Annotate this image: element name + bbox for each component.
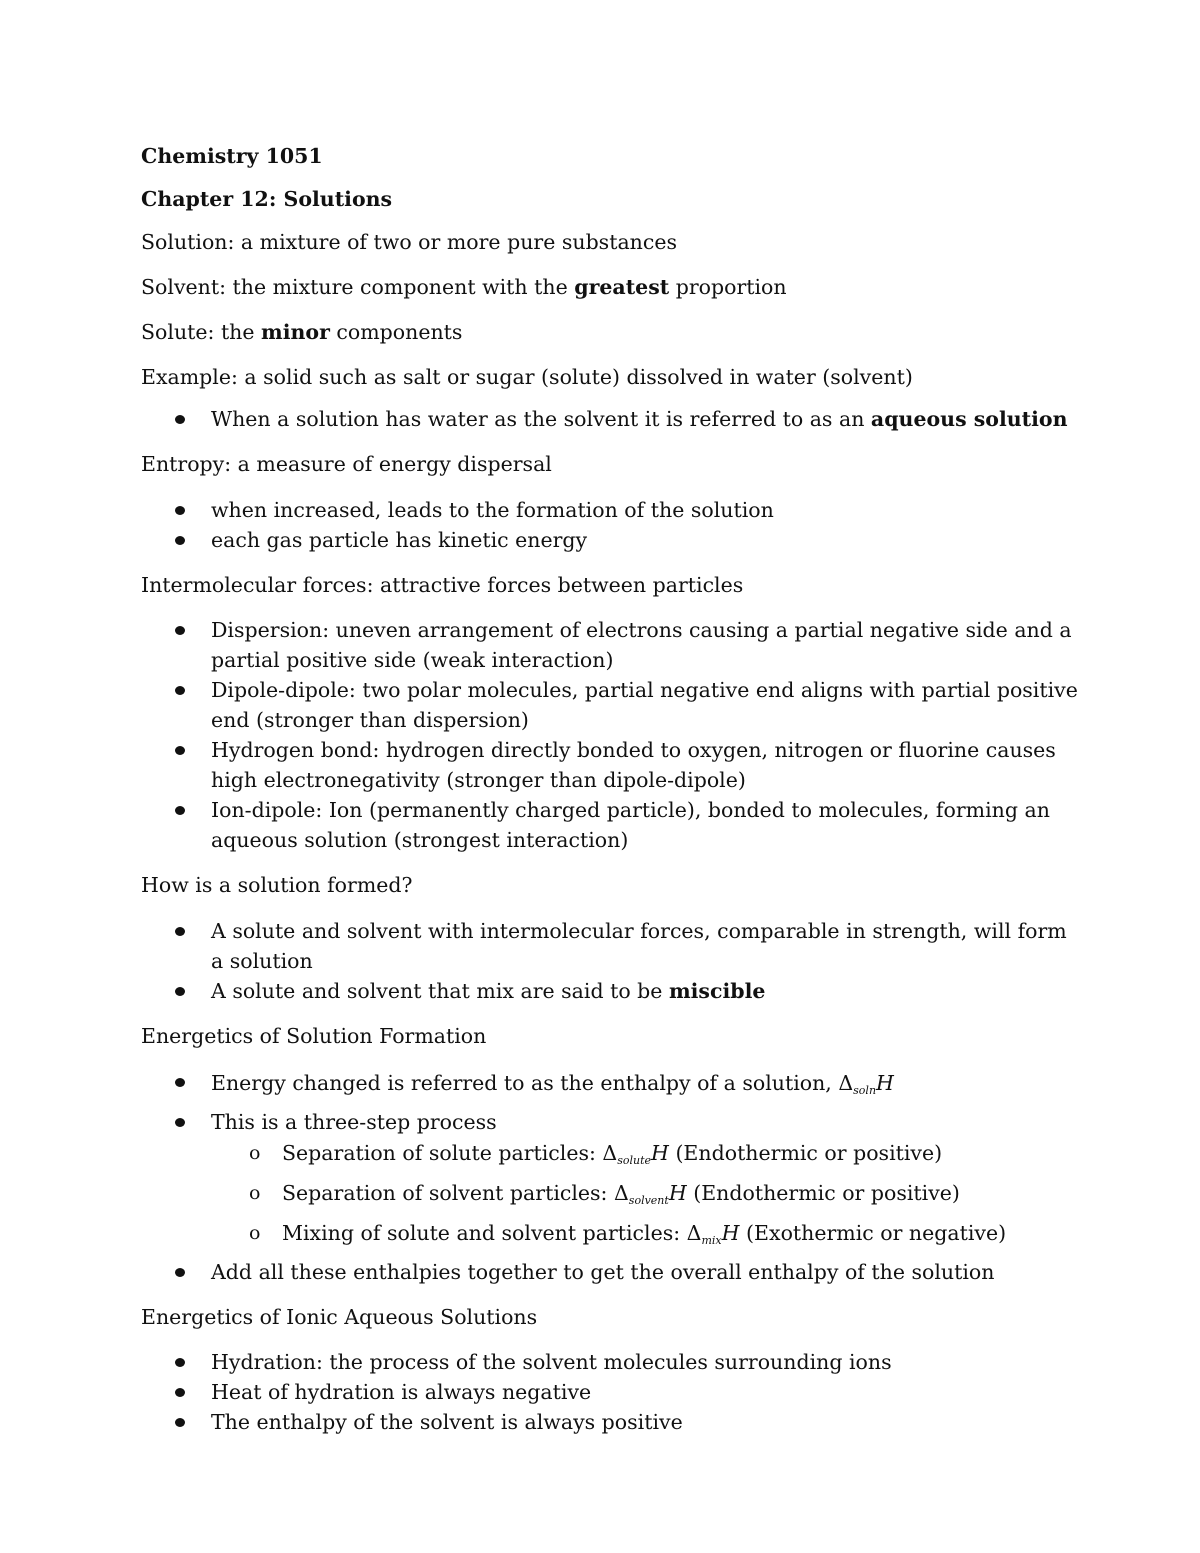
list-item: Energy changed is referred to as the enthalpy of a solution, $\Delta_{soln}H$ <box>141 1067 1081 1107</box>
example-text: Example: a solid such as salt or sugar (solute) dissolved in water (solvent) <box>141 365 913 389</box>
imf-heading: Intermolecular forces: attractive forces between particles <box>141 573 744 597</box>
list-item: Dispersion: uneven arrangement of electrons causing a partial negative side and a partial positive side (weak interaction) <box>141 615 1081 675</box>
chapter-heading: Chapter 12: Solutions <box>141 187 393 211</box>
list-item: When a solution has water as the solvent it is referred to as an aqueous solution <box>141 404 1081 434</box>
three-step-list <box>141 1137 1081 1257</box>
list-item: Hydrogen bond: hydrogen directly bonded to oxygen, nitrogen or fluorine causes high electronegativity (stronger than dipole-dipole) <box>141 735 1081 795</box>
formation-heading: How is a solution formed? <box>141 873 413 897</box>
list-item: each gas particle has kinetic energy <box>141 525 1081 555</box>
solute-definition: Solute: the minor components <box>141 320 463 344</box>
sub-list-item: o Separation of solvent particles: $\Delta_{solvent}H$ (Endothermic or positive) <box>141 1177 1081 1217</box>
list-item: Ion-dipole: Ion (permanently charged particle), bonded to molecules, forming an aqueous solution (strongest interaction) <box>141 795 1081 855</box>
list-item: Hydration: the process of the solvent molecules surrounding ions <box>141 1347 1081 1377</box>
enthalpy-mix-symbol: $\Delta_{mix}H$ <box>686 1221 740 1247</box>
energetics-list <box>141 1067 1081 1287</box>
solution-definition: Solution: a mixture of two or more pure substances <box>141 230 678 254</box>
enthalpy-solvent-symbol: $\Delta_{solvent}H$ <box>613 1181 687 1207</box>
solvent-definition: Solvent: the mixture component with the greatest proportion <box>141 275 787 299</box>
enthalpy-solute-symbol: $\Delta_{solute}H$ <box>602 1141 669 1167</box>
list-item: The enthalpy of the solvent is always positive <box>141 1407 1081 1437</box>
list-item: when increased, leads to the formation of the solution <box>141 495 1081 525</box>
list-item: A solute and solvent that mix are said to be miscible <box>141 976 1081 1006</box>
page-title: Chemistry 1051 <box>141 144 323 168</box>
sub-list-item: o Mixing of solute and solvent particles: $\Delta_{mix}H$ (Exothermic or negative) <box>141 1217 1081 1257</box>
document-page <box>141 141 1081 1437</box>
list-item: Add all these enthalpies together to get the overall enthalpy of the solution <box>141 1257 1081 1287</box>
formation-list <box>141 916 1081 1006</box>
list-item: Dipole-dipole: two polar molecules, partial negative end aligns with partial positive end (stronger than dispersion) <box>141 675 1081 735</box>
enthalpy-soln-symbol: $\Delta_{soln}H$ <box>838 1071 894 1097</box>
ionic-heading: Energetics of Ionic Aqueous Solutions <box>141 1305 538 1329</box>
energetics-heading: Energetics of Solution Formation <box>141 1024 487 1048</box>
imf-list <box>141 615 1081 855</box>
list-item: Heat of hydration is always negative <box>141 1377 1081 1407</box>
list-item: A solute and solvent with intermolecular forces, comparable in strength, will form a solution <box>141 916 1081 976</box>
list-item: This is a three-step process <box>141 1107 1081 1137</box>
ionic-list <box>141 1347 1081 1437</box>
sub-list-item: o Separation of solute particles: $\Delta_{solute}H$ (Endothermic or positive) <box>141 1137 1081 1177</box>
aqueous-list <box>141 404 1081 434</box>
entropy-list <box>141 495 1081 555</box>
entropy-heading: Entropy: a measure of energy dispersal <box>141 452 552 476</box>
sub-list-container <box>141 1137 1081 1257</box>
